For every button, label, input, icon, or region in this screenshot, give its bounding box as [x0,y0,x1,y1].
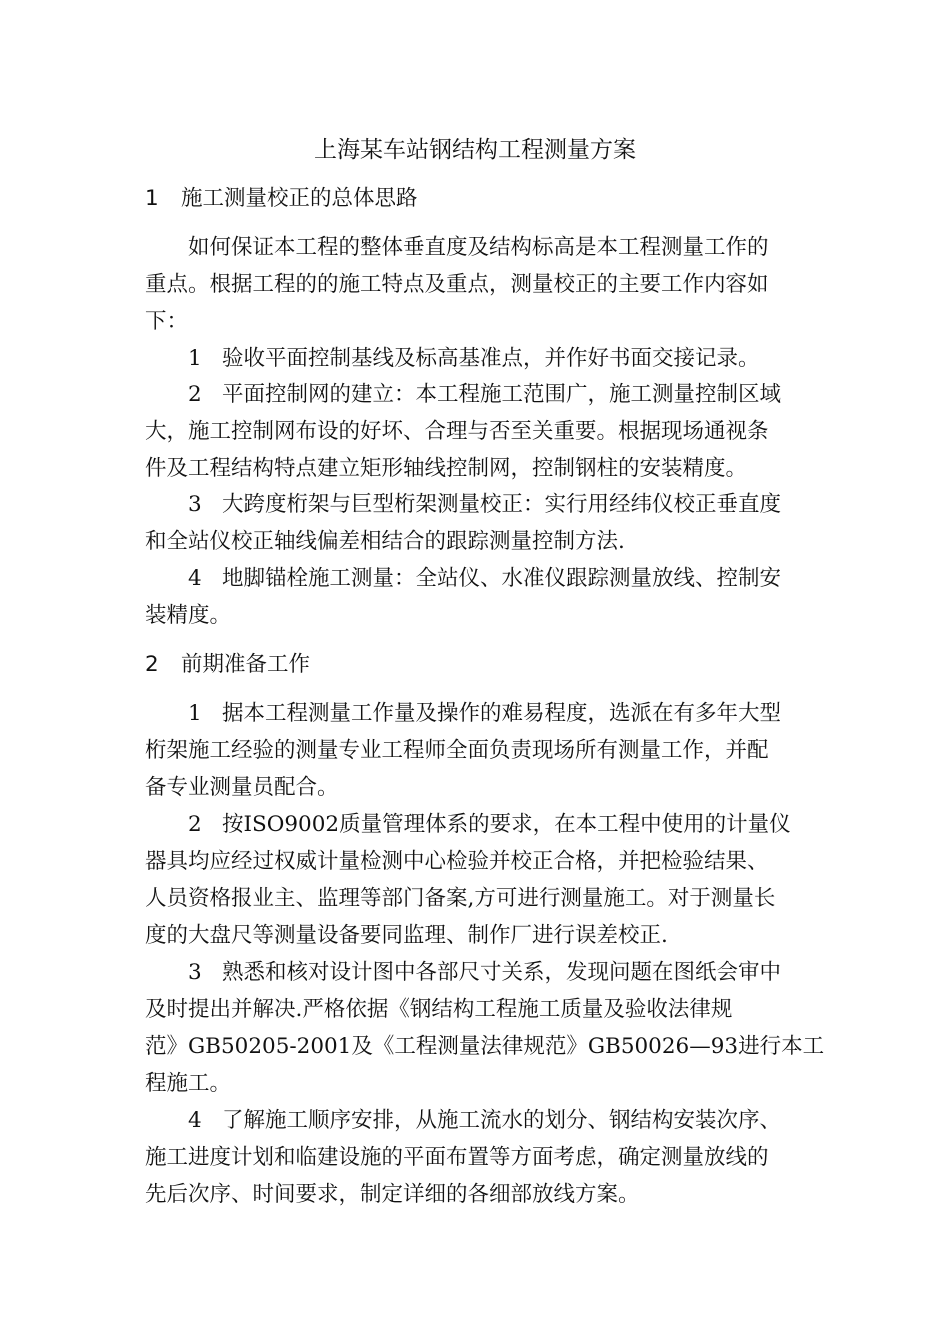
list-item-line: 4 了解施工顺序安排，从施工流水的划分、钢结构安装次序、 [188,1103,781,1139]
section-number: 1 [145,186,159,211]
paragraph-line: 范》GB50205-2001及《工程测量法律规范》GB50026—93进行本工 [145,1034,825,1059]
paragraph-line: 件及工程结构特点建立矩形轴线控制网，控制钢柱的安装精度。 [145,456,748,481]
paragraph-line: 下： [145,309,189,334]
item-number: 2 [188,812,202,837]
item-number: 3 [188,492,202,517]
item-number: 1 [188,701,202,726]
section-number: 2 [145,652,159,677]
paragraph-line: 桁架施工经验的测量专业工程师全面负责现场所有测量工作，并配 [145,738,769,763]
item-number: 3 [188,960,202,985]
paragraph-line: 器具均应经过权威计量检测中心检验并校正合格，并把检验结果、 [145,849,769,874]
paragraph-line: 人员资格报业主、监理等部门备案,方可进行测量施工。对于测量长 [145,886,776,911]
section-title: 施工测量校正的总体思路 [181,186,418,211]
paragraph-line: 施工进度计划和临建设施的平面布置等方面考虑，确定测量放线的 [145,1145,769,1170]
paragraph-line: 程施工。 [145,1071,232,1096]
paragraph-line: 大，施工控制网布设的好坏、合理与否至关重要。根据现场通视条 [145,419,769,444]
section-title: 前期准备工作 [181,652,311,677]
item-number: 2 [188,382,202,407]
paragraph-line: 重点。根据工程的的施工特点及重点，测量校正的主要工作内容如 [145,272,769,297]
paragraph-line: 先后次序、时间要求，制定详细的各细部放线方案。 [145,1182,640,1207]
list-item-line: 2 平面控制网的建立：本工程施工范围广，施工测量控制区域 [188,377,781,413]
list-item-line: 4 地脚锚栓施工测量：全站仪、水准仪跟踪测量放线、控制安 [188,561,781,597]
item-number: 4 [188,1108,202,1133]
list-item-line: 3 熟悉和核对设计图中各部尺寸关系，发现问题在图纸会审中 [188,955,781,991]
item-number: 4 [188,566,202,591]
item-number: 1 [188,346,202,371]
paragraph-line: 及时提出并解决.严格依据《钢结构工程施工质量及验收法律规 [145,997,733,1022]
list-item-line: 2 按ISO9002质量管理体系的要求，在本工程中使用的计量仪 [188,807,791,843]
section-heading-1 [145,181,418,217]
list-item-line: 1 据本工程测量工作量及操作的难易程度，选派在有多年大型 [188,696,781,732]
list-item-line: 3 大跨度桁架与巨型桁架测量校正：实行用经纬仪校正垂直度 [188,487,781,523]
paragraph-line: 备专业测量员配合。 [145,775,339,800]
list-item-line: 1 验收平面控制基线及标高基准点，并作好书面交接记录。 [188,341,760,377]
section-heading-2 [145,647,310,683]
paragraph-line: 和全站仪校正轴线偏差相结合的跟踪测量控制方法. [145,529,625,554]
document-title: 上海某车站钢结构工程测量方案 [314,137,636,163]
paragraph-line: 装精度。 [145,603,232,628]
paragraph-line: 度的大盘尺等测量设备要同监理、制作厂进行误差校正. [145,923,668,948]
paragraph-line: 如何保证本工程的整体垂直度及结构标高是本工程测量工作的 [188,235,769,260]
